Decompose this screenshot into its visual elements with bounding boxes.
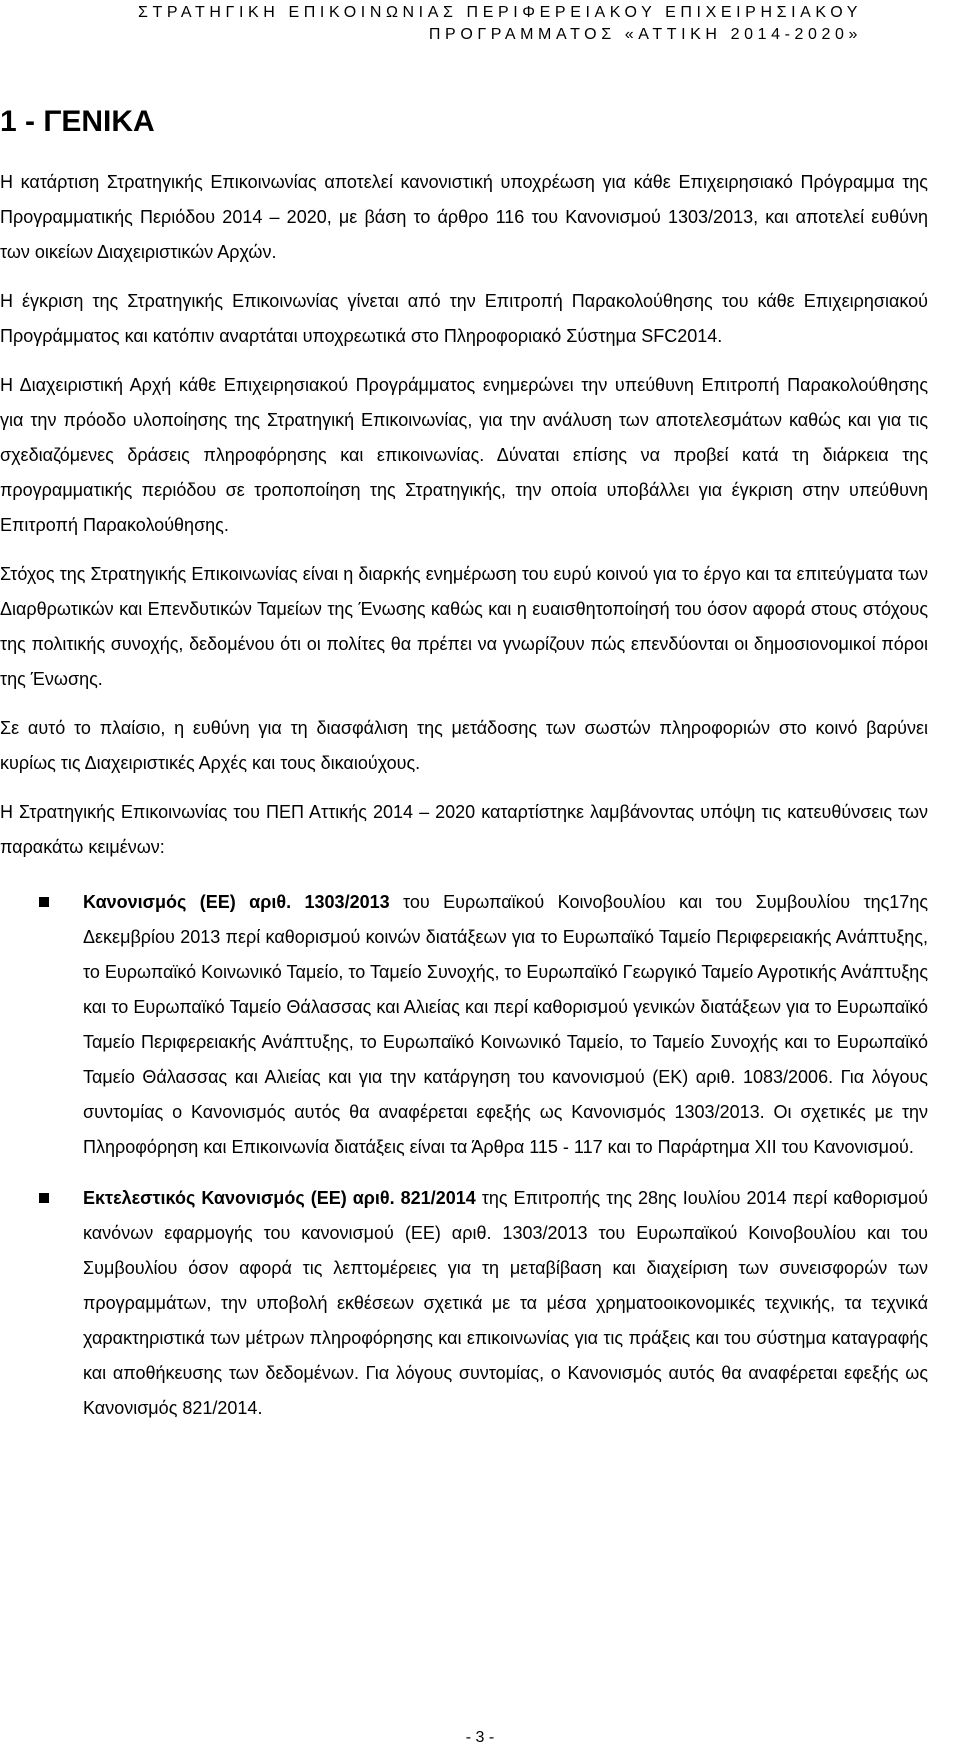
section-body <box>0 165 928 1442</box>
section-title: 1 - ΓΕΝΙΚΑ <box>0 105 155 138</box>
list-item <box>0 885 928 1165</box>
list-item <box>0 1181 928 1426</box>
running-header-line-2: ΠΡΟΓΡΑΜΜΑΤΟΣ «ΑΤΤΙΚΗ 2014-2020» <box>428 26 862 43</box>
paragraph: Η Στρατηγικής Επικοινωνίας του ΠΕΠ Αττικής 2014 – 2020 καταρτίστηκε λαμβάνοντας υπόψη τις κατευθύνσεις των παρακάτω κειμένων: <box>0 802 928 857</box>
paragraph: Σε αυτό το πλαίσιο, η ευθύνη για τη διασφάλιση της μετάδοσης των σωστών πληροφοριών στο κοινό βαρύνει κυρίως τις Διαχειριστικές Αρχές και τους δικαιούχους. <box>0 718 928 773</box>
paragraph: Στόχος της Στρατηγικής Επικοινωνίας είναι η διαρκής ενημέρωση του ευρύ κοινού για το έργο και τα επιτεύγματα των Διαρθρωτικών και Επενδυτικών Ταμείων της Ένωσης καθώς και η ευαισθητοποίησή του όσον αφορά στους στόχους της πολιτικής συνοχής, δεδομένου ότι οι πολίτες θα πρέπει να γνωρίζουν πώς επενδύονται οι δημοσιονομικοί πόροι της Ένωσης. <box>0 564 928 689</box>
regulation-title: Κανονισμός (ΕΕ) αριθ. 1303/2013 <box>83 892 390 912</box>
regulation-description: της Επιτροπής της 28ης Ιουλίου 2014 περί καθορισμού κανόνων εφαρμογής του κανονισμού (ΕΕ) αριθ. 1303/2013 του Ευρωπαϊκού Κοινοβουλίου και του Συμβουλίου όσον αφορά τις λεπτομέρειες για τη μεταβίβαση και διαχείριση των συνεισφορών των προγραμμάτων, την υποβολή εκθέσεων σχετικά με τα μέσα χρηματοοικονομικές τεχνικής, τα τεχνικά χαρακτηριστικά των μέτρων πληροφόρησης και επικοινωνίας για τις πράξεις και του σύστημα καταγραφής και αποθήκευσης των δεδομένων. Για λόγους συντομίας, ο Κανονισμός αυτός θα αναφέρεται εφεξής ως Κανονισμός 821/2014. <box>83 1188 928 1418</box>
square-bullet-icon <box>39 1193 49 1203</box>
page-number: - 3 - <box>465 1729 495 1746</box>
paragraph: Η κατάρτιση Στρατηγικής Επικοινωνίας αποτελεί κανονιστική υποχρέωση για κάθε Επιχειρησιακό Πρόγραμμα της Προγραμματικής Περιόδου 2014 – 2020, με βάση το άρθρο 116 του Κανονισμού 1303/2013, και αποτελεί ευθύνη των οικείων Διαχειριστικών Αρχών. <box>0 172 928 262</box>
running-header <box>138 2 862 46</box>
regulation-list <box>0 885 928 1426</box>
regulation-description: του Ευρωπαϊκού Κοινοβουλίου και του Συμβουλίου της17ης Δεκεμβρίου 2013 περί καθορισμού κοινών διατάξεων για το Ευρωπαϊκό Ταμείο Περιφερειακής Ανάπτυξης, το Ευρωπαϊκό Κοινωνικό Ταμείο, το Ταμείο Συνοχής, το Ευρωπαϊκό Γεωργικό Ταμείο Αγροτικής Ανάπτυξης και το Ευρωπαϊκό Ταμείο Θάλασσας και Αλιείας και περί καθορισμού γενικών διατάξεων για το Ευρωπαϊκό Ταμείο Περιφερειακής Ανάπτυξης, το Ευρωπαϊκό Κοινωνικό Ταμείο, το Ταμείο Συνοχής και το Ευρωπαϊκό Ταμείο Θάλασσας και Αλιείας και για την κατάργηση του κανονισμού (ΕΚ) αριθ. 1083/2006. Για λόγους συντομίας ο Κανονισμός αυτός θα αναφέρεται εφεξής ως Κανονισμός 1303/2013. Οι σχετικές με την Πληροφόρηση και Επικοινωνία διατάξεις είναι τα Άρθρα 115 - 117 και το Παράρτημα XII του Κανονισμού. <box>83 892 929 1157</box>
regulation-title: Εκτελεστικός Κανονισμός (ΕΕ) αριθ. 821/2014 <box>83 1188 476 1208</box>
paragraph: Η Διαχειριστική Αρχή κάθε Επιχειρησιακού Προγράμματος ενημερώνει την υπεύθυνη Επιτροπή Παρακολούθησης για την πρόοδο υλοποίησης της Στρατηγική Επικοινωνίας, για την ανάλυση των αποτελεσμάτων καθώς και για τις σχεδιαζόμενες δράσεις πληροφόρησης και επικοινωνίας. Δύναται επίσης να προβεί κατά τη διάρκεια της προγραμματικής περιόδου σε τροποποίηση της Στρατηγικής, την οποία υποβάλλει για έγκριση στην υπεύθυνη Επιτροπή Παρακολούθησης. <box>0 375 928 535</box>
paragraph: Η έγκριση της Στρατηγικής Επικοινωνίας γίνεται από την Επιτροπή Παρακολούθησης του κάθε Επιχειρησιακού Προγράμματος και κατόπιν αναρτάται υποχρεωτικά στο Πληροφοριακό Σύστημα SFC2014. <box>0 291 928 346</box>
square-bullet-icon <box>39 897 49 907</box>
running-header-line-1: ΣΤΡΑΤΗΓΙΚΗ ΕΠΙΚΟΙΝΩΝΙΑΣ ΠΕΡΙΦΕΡΕΙΑΚΟΥ ΕΠΙΧΕΙΡΗΣΙΑΚΟΥ <box>137 4 862 21</box>
